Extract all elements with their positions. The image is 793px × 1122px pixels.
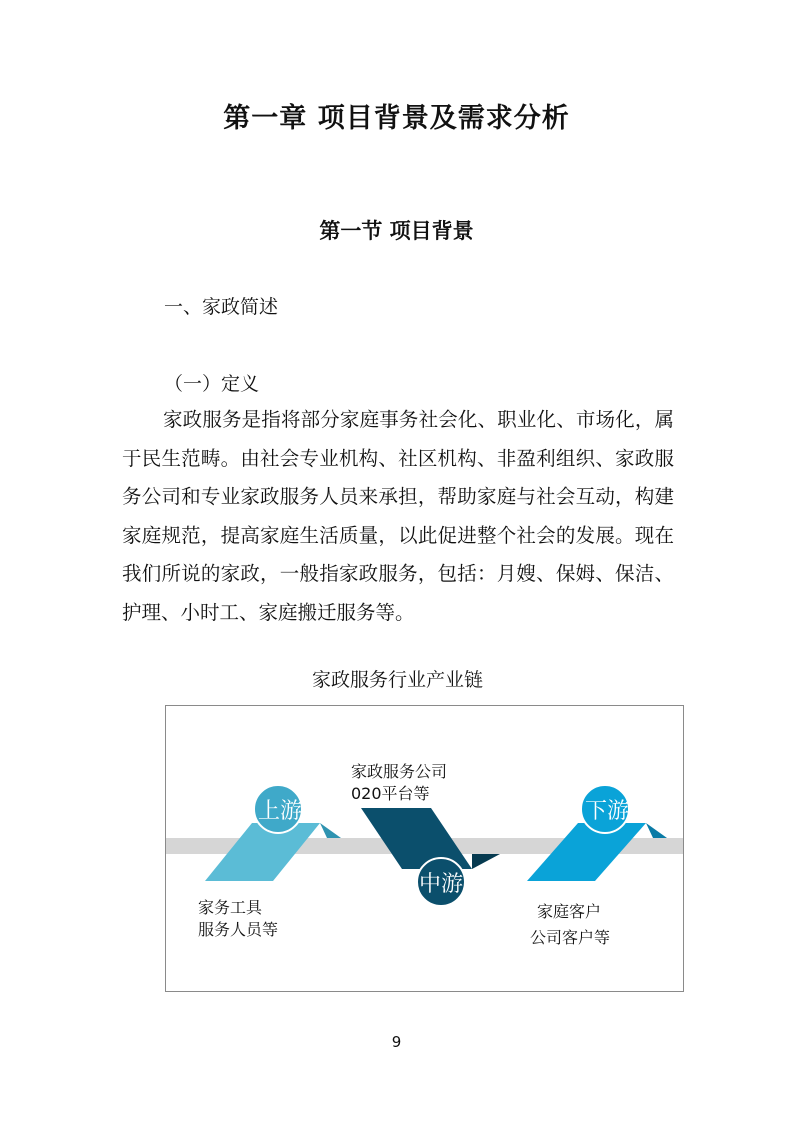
industry-chain-diagram	[165, 705, 684, 992]
heading-level-1: 一、家政简述	[164, 296, 279, 318]
section-title: 第一节 项目背景	[319, 219, 474, 243]
midstream-label-line1: 家政服务公司	[351, 762, 448, 781]
downstream-fold	[646, 823, 667, 838]
page-number: 9	[391, 1033, 402, 1051]
upstream-label-line1: 家务工具	[198, 898, 263, 917]
upstream-fold	[320, 823, 341, 838]
upstream-badge-text: 上游	[257, 799, 303, 824]
downstream-badge-text: 下游	[584, 799, 630, 824]
downstream-label-line2: 公司客户等	[530, 928, 611, 947]
chapter-title: 第一章 项目背景及需求分析	[223, 103, 570, 134]
downstream-label-line1: 家庭客户	[537, 902, 602, 921]
heading-level-2: （一）定义	[164, 373, 260, 395]
midstream-label-line2: 020平台等	[351, 784, 430, 803]
upstream-label-line2: 服务人员等	[198, 920, 279, 939]
midstream-fold	[472, 854, 500, 869]
figure-caption: 家政服务行业产业链	[311, 669, 483, 691]
definition-paragraph: 家政服务是指将部分家庭事务社会化、职业化、市场化，属于民生范畴。由社会专业机构、社区机构、非盈利组织、家政服务公司和专业家政服务人员来承担，帮助家庭与社会互动，构建家庭规范，提高家庭生活质量，以此促进整个社会的发展。现在我们所说的家政，一般指家政服务，包括：月嫂、保姆、保洁、护理、小时工、家庭搬迁服务等。	[122, 408, 674, 624]
midstream-badge-text: 中游	[418, 872, 464, 897]
